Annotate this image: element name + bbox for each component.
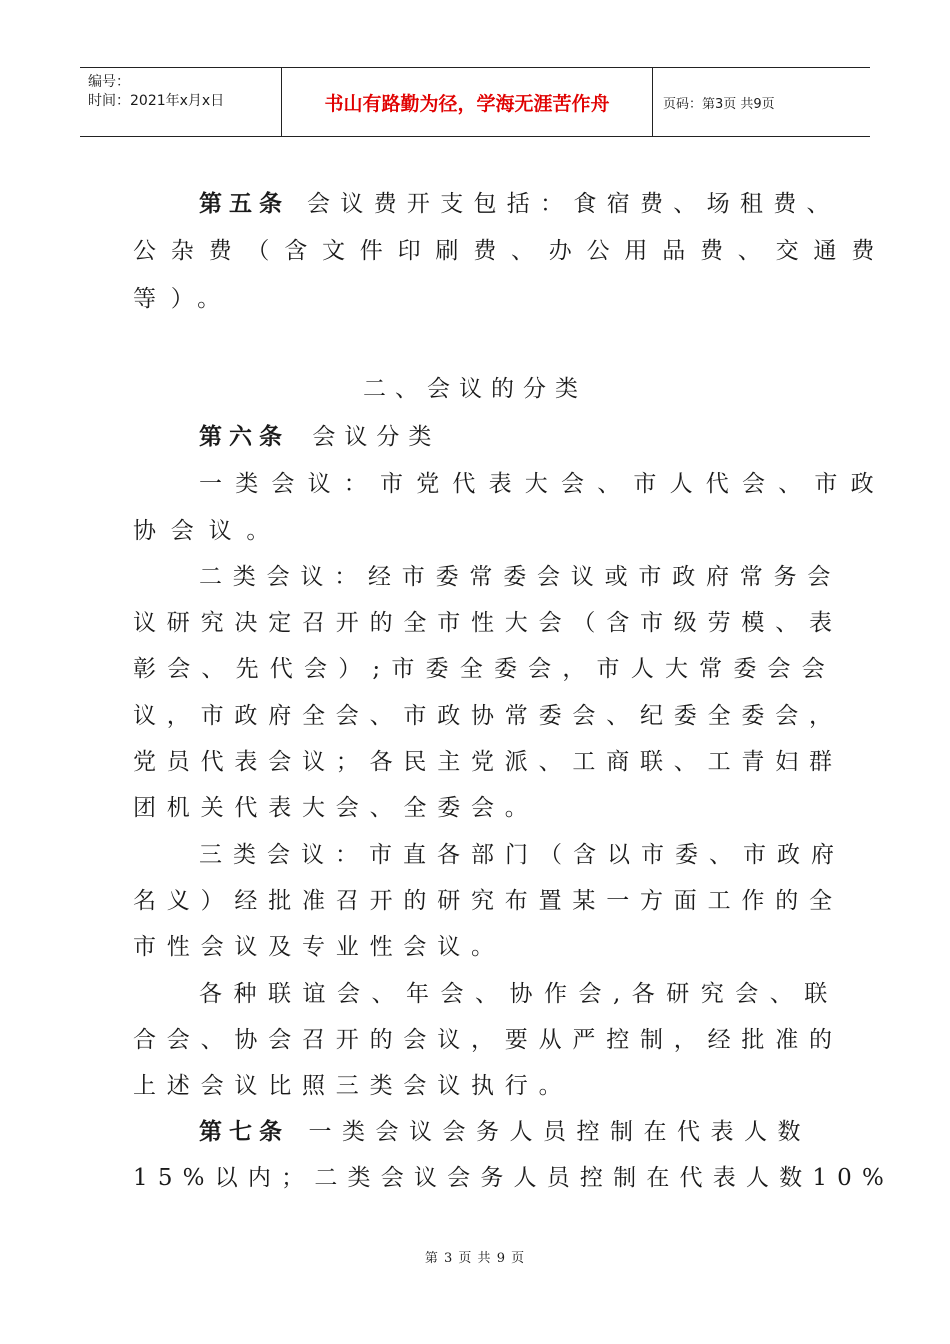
- section-heading: 二、会议的分类: [363, 376, 587, 402]
- article7-title: 第七条: [199, 1118, 289, 1145]
- class3-line3: 市性会议及专业性会议。: [133, 934, 505, 960]
- misc-line3: 上述会议比照三类会议执行。: [133, 1073, 573, 1099]
- motto-text: 书山有路勤为径，学海无涯苦作舟: [324, 92, 610, 115]
- article6-title: 第六条: [199, 423, 289, 450]
- article5-line1: [199, 185, 840, 218]
- class1-line1: 一类会议：市党代表大会、市人代会、市政: [199, 471, 887, 497]
- article5-title: 第五条: [199, 190, 289, 217]
- class2-line4: 议，市政府全会、市政协常委会、纪委全委会，: [133, 703, 843, 729]
- page-info-text: 页码：第3页 共9页: [663, 96, 775, 112]
- misc-line1: 各种联谊会、年会、协作会,各研究会、联: [199, 981, 839, 1007]
- article5-line2: 公杂费（含文件印刷费、办公用品费、交通费: [133, 238, 889, 264]
- article6-text: 会议分类: [312, 424, 441, 450]
- class3-line2: 名义）经批准召开的研究布置某一方面工作的全: [133, 888, 843, 914]
- article5-text1: 会议费开支包括：食宿费、场租费、: [307, 191, 840, 217]
- class2-line1: 二类会议：经市委常委会议或市政府常务会: [199, 564, 842, 590]
- time-label: 时间：2021年x月x日: [88, 93, 225, 109]
- class3-line1: 三类会议：市直各部门（含以市委、市政府: [199, 842, 845, 868]
- class2-line5: 党员代表会议；各民主党派、工商联、工青妇群: [133, 749, 843, 775]
- misc-line2: 合会、协会召开的会议，要从严控制，经批准的: [133, 1027, 843, 1053]
- header-motto: [282, 68, 653, 136]
- article5-line3: 等）。: [133, 286, 235, 312]
- article7-text1: 一类会议会务人员控制在代表人数: [308, 1119, 811, 1145]
- class2-line3: 彰会、先代会）;市委全委会，市人大常委会会: [133, 656, 836, 682]
- article7-line2: 15%以内；二类会议会务人员控制在代表人数10%: [133, 1165, 895, 1191]
- header-page-info: [653, 68, 870, 136]
- class2-line2: 议研究决定召开的全市性大会（含市级劳模、表: [133, 610, 843, 636]
- page-footer: 第 3 页 共 9 页: [424, 1251, 526, 1266]
- class1-line2: 协会议。: [133, 518, 285, 544]
- number-label: 编号：: [88, 74, 130, 90]
- article6-title-line: [199, 418, 440, 451]
- header-meta: [80, 68, 282, 136]
- article7-line1: [199, 1113, 811, 1146]
- class2-line6: 团机关代表大会、全委会。: [133, 795, 539, 821]
- page-header: [80, 67, 870, 137]
